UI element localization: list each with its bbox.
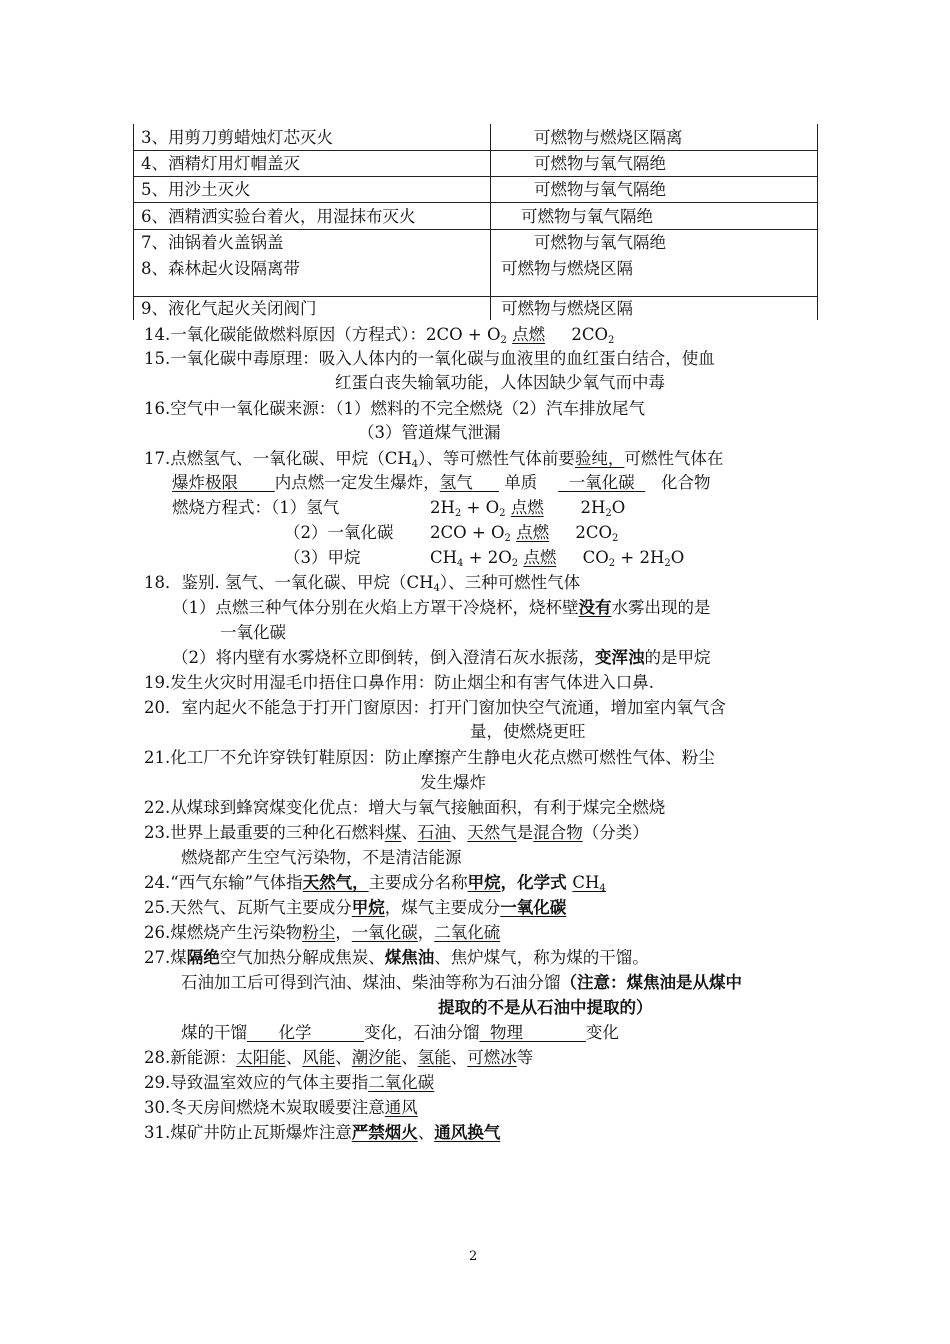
table-cell-method: 4、酒精灯用灯帽盖灭 (141, 154, 300, 173)
item-17-eq-hydrogen-formula: $2H_2 + O_2$ 点燃 $2H_2O$ (430, 498, 626, 519)
item-25: 25.天然气、瓦斯气主要成分甲烷，煤气主要成分一氧化碳 (144, 898, 567, 917)
item-17-eq-hydrogen: 燃烧方程式：（1）氢气 (172, 498, 340, 517)
item-29: 29.导致温室效应的气体主要指二氧化碳 (144, 1073, 435, 1092)
item-17-eq-methane-formula: $CH_4 + 2O_2$ 点燃 $CO_2 + 2H_2O$ (430, 548, 685, 569)
item-16-line2: （3）管道煤气泄漏 (358, 423, 501, 442)
item-23-line1: 23.世界上最重要的三种化石燃料煤、石油、天然气是混合物（分类） (144, 823, 649, 842)
page-number: 2 (469, 1249, 478, 1264)
item-19: 19.发生火灾时用湿毛巾捂住口鼻作用：防止烟尘和有害气体进入口鼻. (144, 673, 654, 692)
table-cell-method: 3、用剪刀剪蜡烛灯芯灭火 (141, 128, 333, 147)
table-cell-method: 8、森林起火设隔离带 (141, 259, 300, 278)
item-26: 26.煤燃烧产生污染物粉尘，一氧化碳，二氧化硫 (144, 923, 501, 942)
table-border-right (817, 124, 818, 320)
table-row-divider (133, 150, 818, 151)
table-row-divider (133, 176, 818, 177)
item-20-line2: 量，使燃烧更旺 (470, 722, 586, 741)
extinguishing-table (131, 124, 820, 320)
table-cell-principle: 可燃物与氧气隔绝 (521, 207, 653, 226)
item-23-line2: 燃烧都产生空气污染物，不是清洁能源 (181, 848, 462, 867)
table-cell-method: 9、液化气起火关闭阀门 (141, 299, 317, 318)
table-cell-principle: 可燃物与燃烧区隔离 (534, 128, 683, 147)
item-17-eq-co: （2）一氧化碳 (284, 523, 394, 542)
table-row-divider (133, 202, 818, 203)
item-27-line3: 提取的不是从石油中提取的） (438, 998, 653, 1017)
item-18-head: 18．鉴别. 氢气、一氧化碳、甲烷$(CH_4)$、三种可燃性气体 (144, 573, 581, 594)
table-cell-principle: 可燃物与氧气隔绝 (534, 180, 666, 199)
table-cell-principle: 可燃物与氧气隔绝 (534, 154, 666, 173)
item-17-eq-co-formula: $2CO + O_2$ 点燃 $2CO_2$ (430, 523, 619, 544)
table-row-divider (133, 296, 818, 297)
item-21-line1: 21.化工厂不允许穿铁钉鞋原因：防止摩擦产生静电火花点燃可燃性气体、粉尘 (144, 748, 715, 767)
table-cell-method: 6、酒精洒实验台着火，用湿抹布灭火 (141, 207, 416, 226)
item-17-eq-methane: （3）甲烷 (284, 548, 361, 567)
item-17-line1: 17.点燃氢气、一氧化碳、甲烷$(CH_4)$、等可燃性气体前要验纯，可燃性气体在 (144, 449, 724, 470)
item-14: 14.一氧化碳能做燃料原因（方程式）：$2CO + O_2$ 点燃 $2CO_2$ (144, 325, 615, 346)
item-20-line1: 20．室内起火不能急于打开门窗原因：打开门窗加快空气流通，增加室内氧气含 (144, 698, 726, 717)
table-cell-principle: 可燃物与燃烧区隔 (501, 259, 633, 278)
item-31: 31.煤矿井防止瓦斯爆炸注意严禁烟火、通风换气 (144, 1123, 501, 1142)
item-18-p1-answer: 一氧化碳 (220, 623, 286, 642)
item-21-line2: 发生爆炸 (420, 773, 486, 792)
item-15-line2: 红蛋白丧失输氧功能，人体因缺少氧气而中毒 (335, 373, 665, 392)
item-30: 30.冬天房间燃烧木炭取暖要注意通风 (144, 1098, 418, 1117)
table-border-middle (490, 124, 491, 320)
item-27-line2: 石油加工后可得到汽油、煤油、柴油等称为石油分馏（注意：煤焦油是从煤中 (181, 973, 742, 992)
item-16-line1: 16.空气中一氧化碳来源：（1）燃料的不完全燃烧（2）汽车排放尾气 (144, 399, 645, 418)
table-border-left (133, 124, 134, 320)
item-22: 22.从煤球到蜂窝煤变化优点：增大与氧气接触面积，有利于煤完全燃烧 (144, 798, 666, 817)
table-cell-method: 7、油锅着火盖锅盖 (141, 233, 284, 252)
item-18-p1: （1）点燃三种气体分别在火焰上方罩干冷烧杯，烧杯壁没有水雾出现的是 (172, 598, 711, 617)
table-cell-principle: 可燃物与氧气隔绝 (534, 233, 666, 252)
table-row-divider (133, 229, 818, 230)
item-28: 28.新能源：太阳能、风能、潮汐能、氢能、可燃冰等 (144, 1048, 534, 1067)
item-24: 24.“西气东输”气体指天然气，主要成分名称甲烷，化学式 $CH_4$ (144, 873, 606, 894)
item-15-line1: 15.一氧化碳中毒原理：吸入人体内的一氧化碳与血液里的血红蛋白结合，使血 (144, 349, 715, 368)
item-18-p2: （2）将内壁有水雾烧杯立即倒转，倒入澄清石灰水振荡，变浑浊的是甲烷 (172, 648, 711, 667)
item-27-line1: 27.煤隔绝空气加热分解成焦炭、煤焦油、焦炉煤气，称为煤的干馏。 (144, 948, 649, 967)
item-27-line4: 煤的干馏 化学 变化，石油分馏 物理 变化 (181, 1023, 619, 1042)
table-cell-principle: 可燃物与燃烧区隔 (501, 299, 633, 318)
item-17-line2: 爆炸极限 内点燃一定发生爆炸，氢气 单质 一氧化碳 化合物 (172, 473, 711, 492)
table-cell-method: 5、用沙土灭火 (141, 180, 251, 199)
